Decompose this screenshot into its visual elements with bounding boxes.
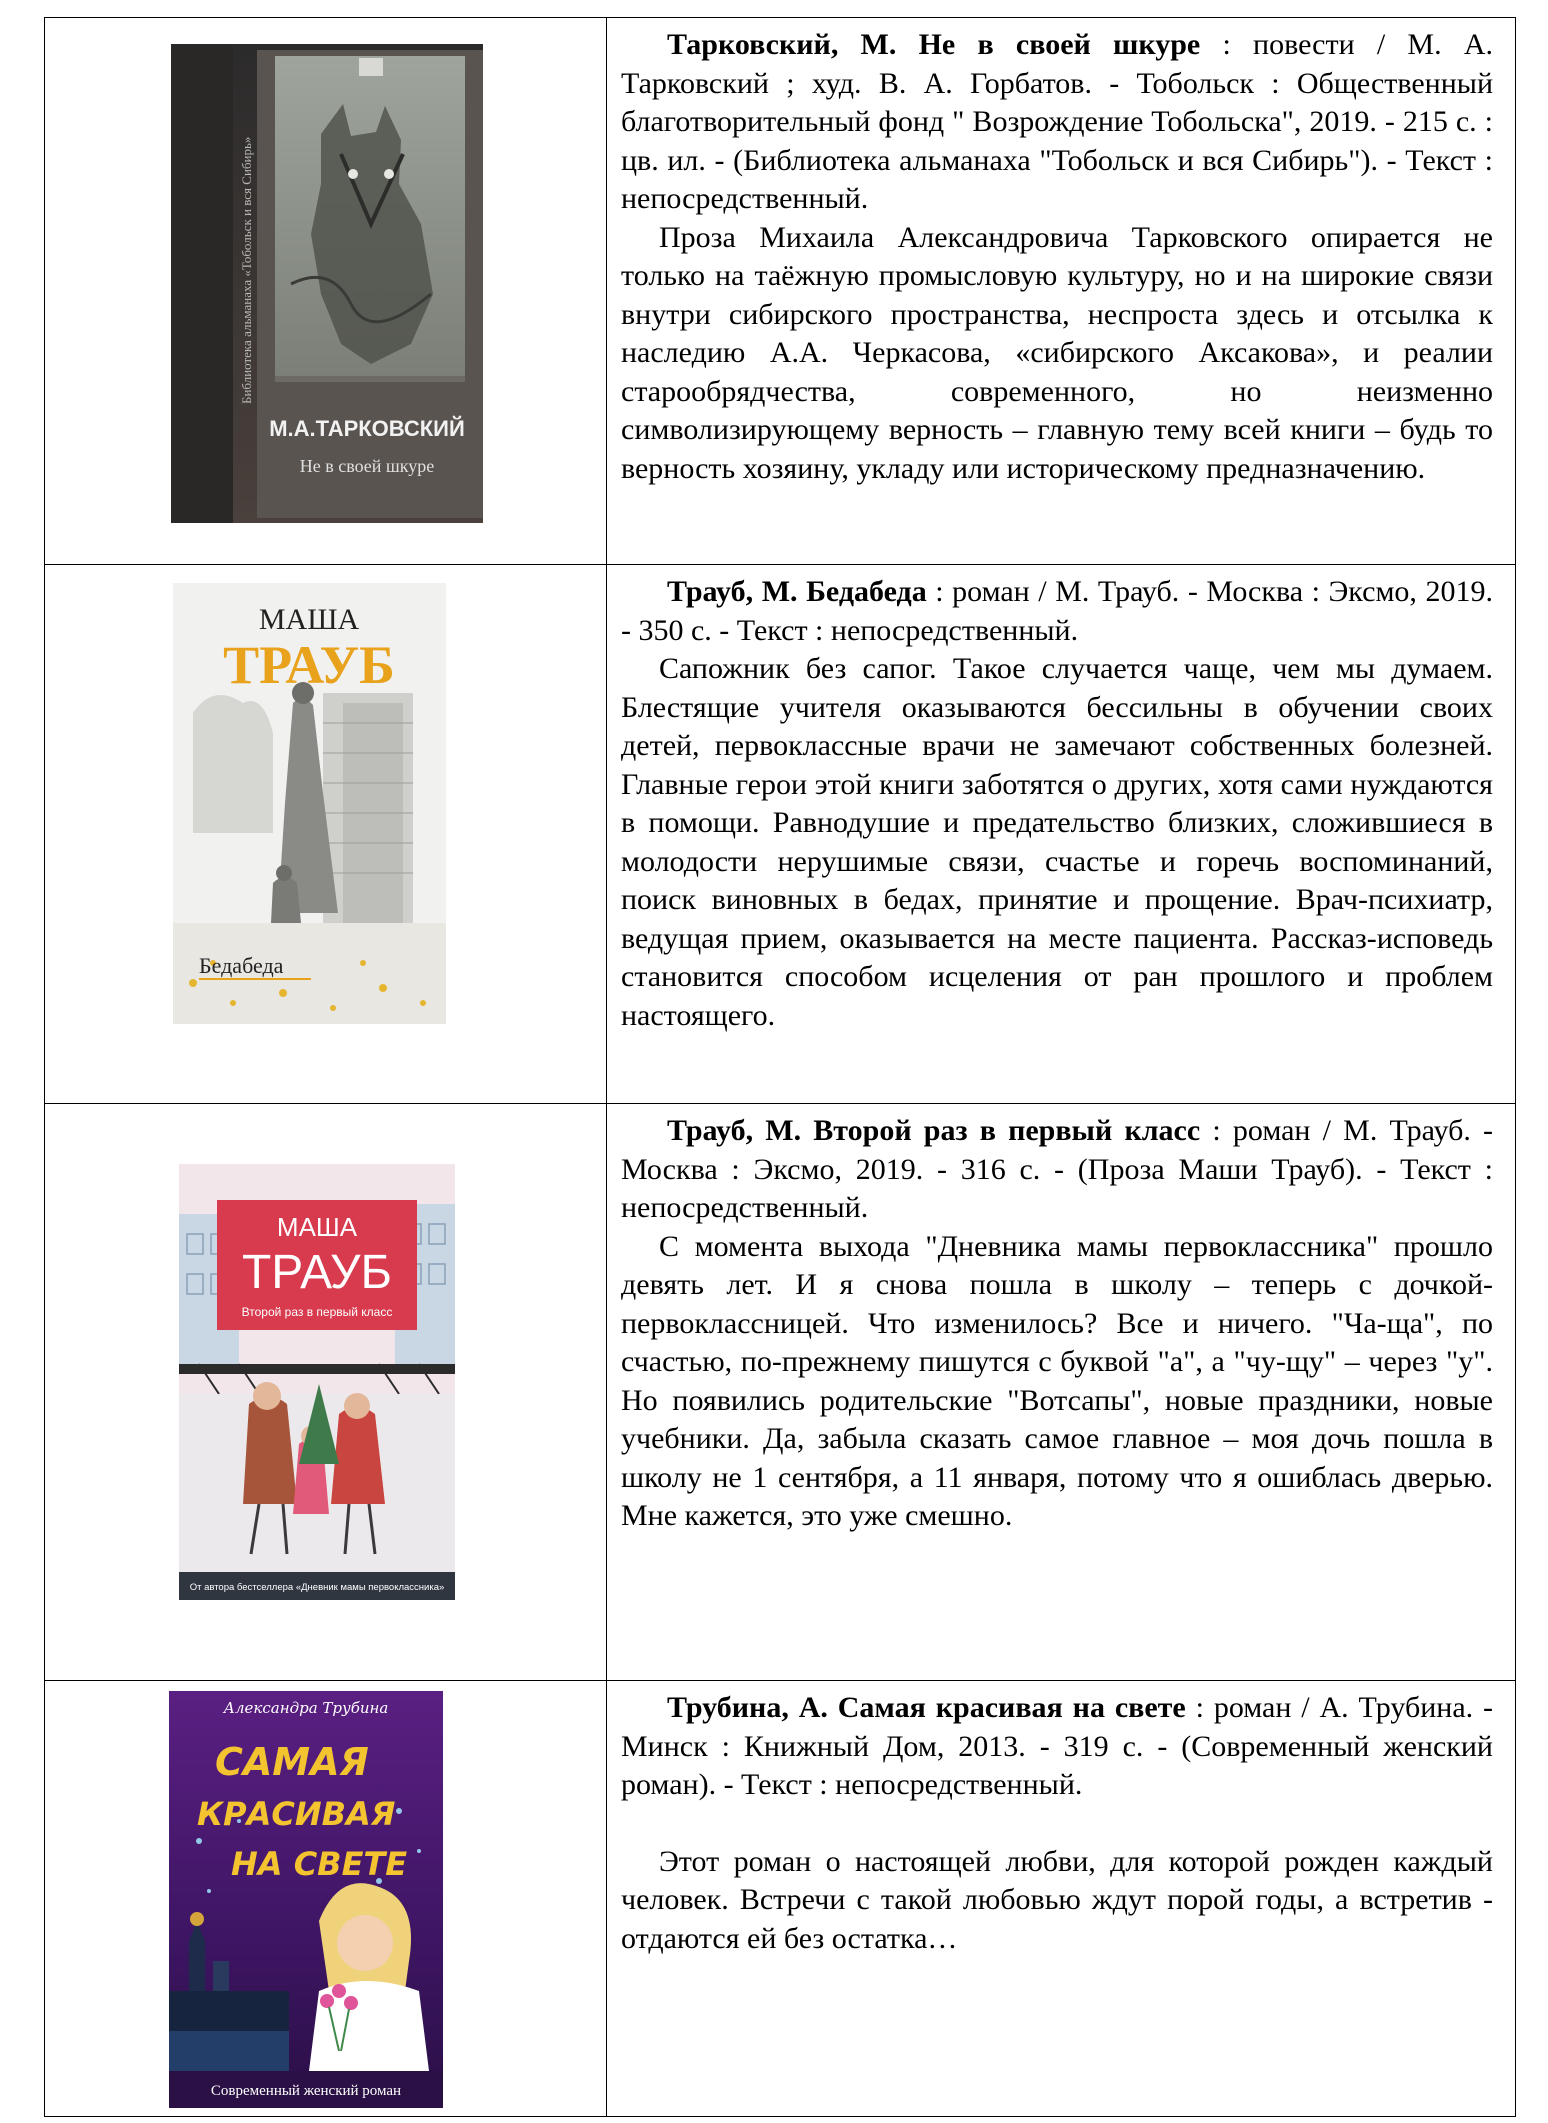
table-row xyxy=(45,18,1516,565)
cover-cell xyxy=(45,565,607,1104)
book-annotation: Сапожник без сапог. Такое случается чаще, чем мы думаем. Блестящие учителя оказываются бессильны в обучении своих детей, первоклассные врачи не замечают собственных болезней. Главные герои этой книги заботятся о других, хотя сами нуждаются в помощи. Равнодушие и предательство близких, сложившиеся в молодости нерушимые связи, счастье и горечь воспоминаний, поиск виновных в бедах, принятие и прощение. Врач-психиатр, ведущая прием, оказывается на месте пациента. Рассказ-исповедь становится способом исцеления от ран прошлого и проблем настоящего. xyxy=(621,652,1493,1032)
description-cell xyxy=(607,1104,1516,1681)
book-title: Трауб, М. Второй раз в первый класс xyxy=(667,1114,1201,1147)
book-title: Трубина, А. Самая красивая на свете xyxy=(667,1691,1186,1724)
book-cover-most-beautiful xyxy=(169,1691,443,2108)
book-cover-tarkovsky xyxy=(171,44,483,523)
bibliographic-details: : роман / М. Трауб. - Москва : Эксмо, 2019. - 350 с. - Текст : непосредственный. xyxy=(621,575,1493,647)
cover-tagline: От автора бестселлера «Дневник мамы первоклассника» xyxy=(189,1582,445,1593)
book-cover-bedabeda xyxy=(173,583,446,1024)
cover-author-text: М.А.ТАРКОВСКИЙ xyxy=(269,416,465,441)
book-title: Трауб, М. Бедабеда xyxy=(667,575,927,608)
cover-author-first: МАША xyxy=(258,603,360,636)
description-cell xyxy=(607,565,1516,1104)
bibliographic-record xyxy=(621,573,1493,650)
description-cell xyxy=(607,18,1516,565)
bibliographic-details: : роман / А. Трубина. - Минск : Книжный Дом, 2013. - 319 с. - (Современный женский роман). - Текст : непосредственный. xyxy=(621,1691,1494,1801)
cover-title-line1: САМАЯ xyxy=(215,1740,369,1784)
bibliographic-details: : повести / М. А. Тарковский ; худ. В. А. Горбатов. - Тобольск : Общественный благотворительный фонд " Возрождение Тобольска", 2019. - 215 с. : цв. ил. - (Библиотека альманаха "Тобольск и вся Сибирь"). - Текст : непосредственный. xyxy=(621,28,1493,215)
description-cell xyxy=(607,1681,1516,2117)
cover-spine-text: Библиотека альманаха «Тобольск и вся Сибирь» xyxy=(239,136,254,404)
cover-cell xyxy=(45,1681,607,2117)
bibliographic-record xyxy=(621,1112,1493,1228)
bibliographic-record xyxy=(621,26,1493,219)
cover-series-text: Современный женский роман xyxy=(210,2083,402,2099)
cover-title-text: Второй раз в первый класс xyxy=(241,1305,393,1319)
cover-cell xyxy=(45,18,607,565)
table-row xyxy=(45,565,1516,1104)
book-annotation: С момента выхода "Дневника мамы первоклассника" прошло девять лет. И я снова пошла в школу – теперь с дочкой-первоклассницей. Что изменилось? Все и ничего. "Ча-ща", по счастью, по-прежнему пишутся с буквой "а", а "чу-щу" – через "у". Но появились родительские "Вотсапы", новые праздники, новые учебники. Да, забыла сказать самое главное – моя дочь пошла в школу не 1 сентября, а 11 января, потому что я ошиблась дверью. Мне кажется, это уже смешно. xyxy=(621,1229,1493,1532)
cover-title-text: Не в своей шкуре xyxy=(299,456,435,476)
cover-title-text: Бедабеда xyxy=(199,953,284,978)
table-row xyxy=(45,1104,1516,1681)
bibliographic-record xyxy=(621,1689,1493,1805)
cover-title-line2: КРАСИВАЯ xyxy=(197,1795,396,1833)
cover-author-last: ТРАУБ xyxy=(241,1246,393,1299)
book-cover-second-time xyxy=(179,1164,455,1600)
table-row xyxy=(45,1681,1516,2117)
cover-author-last: ТРАУБ xyxy=(223,635,395,695)
cover-title-line3: НА СВЕТЕ xyxy=(231,1845,408,1883)
book-catalog-table xyxy=(44,17,1516,2117)
cover-author-first: МАША xyxy=(276,1212,358,1242)
bibliographic-details: : роман / М. Трауб. - Москва : Эксмо, 2019. - 316 с. - (Проза Маши Трауб). - Текст : непосредственный. xyxy=(621,1114,1493,1224)
book-annotation: Проза Михаила Александровича Тарковского опирается не только на таёжную промысловую культуру, но и на широкие связи внутри сибирского пространства, неспроста здесь и отсылка к наследию А.А. Черкасова, «сибирского Аксакова», и реалии старообрядчества, современного, но неизменно символизирующему верность – главную тему всей книги – будь то верность хозяину, укладу или историческому предназначению. xyxy=(621,220,1493,485)
book-title: Тарковский, М. Не в своей шкуре xyxy=(667,28,1201,61)
cover-cell xyxy=(45,1104,607,1681)
book-annotation: Этот роман о настоящей любви, для которой рожден каждый человек. Встречи с такой любовью ждут порой годы, а встретив - отдаются ей без остатка… xyxy=(621,1844,1493,1955)
cover-author-text: Александра Трубина xyxy=(223,1699,389,1717)
